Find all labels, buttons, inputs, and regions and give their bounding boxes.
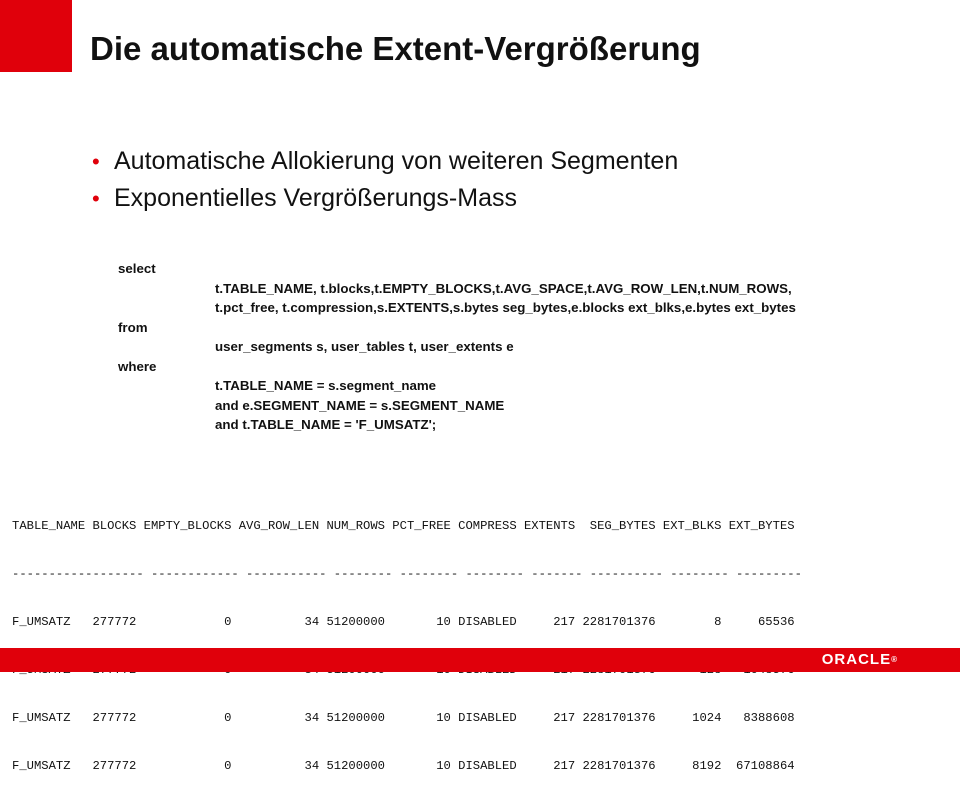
registered-mark: ®	[891, 655, 898, 664]
sql-select-line: t.pct_free, t.compression,s.EXTENTS,s.bytes seg_bytes,e.blocks ext_blks,e.bytes ext_bytes	[215, 300, 796, 315]
bullet-text: Exponentielles Vergrößerungs-Mass	[114, 184, 517, 212]
slide-title: Die automatische Extent-Vergrößerung	[90, 30, 701, 67]
oracle-logo	[822, 651, 898, 669]
bullet-list	[92, 143, 678, 217]
sql-where-line: and e.SEGMENT_NAME = s.SEGMENT_NAME	[215, 397, 505, 413]
sql-where-line: and t.TABLE_NAME = 'F_UMSATZ';	[215, 417, 437, 432]
bullet-icon: •	[92, 149, 100, 174]
bullet-item	[92, 180, 678, 217]
result-separator-row: ------------------ ------------ ----------- -------- -------- -------- ------- ---------- -------- ---------	[12, 567, 802, 581]
query-result-output	[12, 486, 802, 806]
corner-accent-block	[0, 0, 72, 72]
footer-bar	[0, 648, 960, 672]
bullet-item	[92, 143, 678, 180]
sql-from-line: user_segments s, user_tables t, user_extents e	[215, 339, 514, 354]
bullet-icon: •	[92, 186, 100, 211]
sql-where-line: t.TABLE_NAME = s.segment_name	[215, 378, 437, 393]
sql-keyword-where: where	[118, 358, 157, 374]
result-data-row: F_UMSATZ 277772 0 34 51200000 10 DISABLED 217 2281701376 1024 8388608	[12, 711, 795, 725]
sql-select-line: t.TABLE_NAME, t.blocks,t.EMPTY_BLOCKS,t.AVG_SPACE,t.AVG_ROW_LEN,t.NUM_ROWS,	[215, 280, 792, 296]
result-data-row: F_UMSATZ 277772 0 34 51200000 10 DISABLED 217 2281701376 8192 67108864	[12, 759, 795, 773]
sql-keyword-select: select	[118, 261, 156, 276]
sql-query-block	[118, 259, 796, 435]
result-header-row: TABLE_NAME BLOCKS EMPTY_BLOCKS AVG_ROW_LEN NUM_ROWS PCT_FREE COMPRESS EXTENTS SEG_BYTES EXT_BLKS EXT_BYTES	[12, 519, 795, 533]
oracle-logo-text: ORACLE	[821, 651, 892, 668]
bullet-text: Automatische Allokierung von weiteren Segmenten	[114, 147, 679, 175]
sql-keyword-from: from	[118, 319, 148, 335]
result-data-row: F_UMSATZ 277772 0 34 51200000 10 DISABLED 217 2281701376 8 65536	[12, 615, 795, 629]
